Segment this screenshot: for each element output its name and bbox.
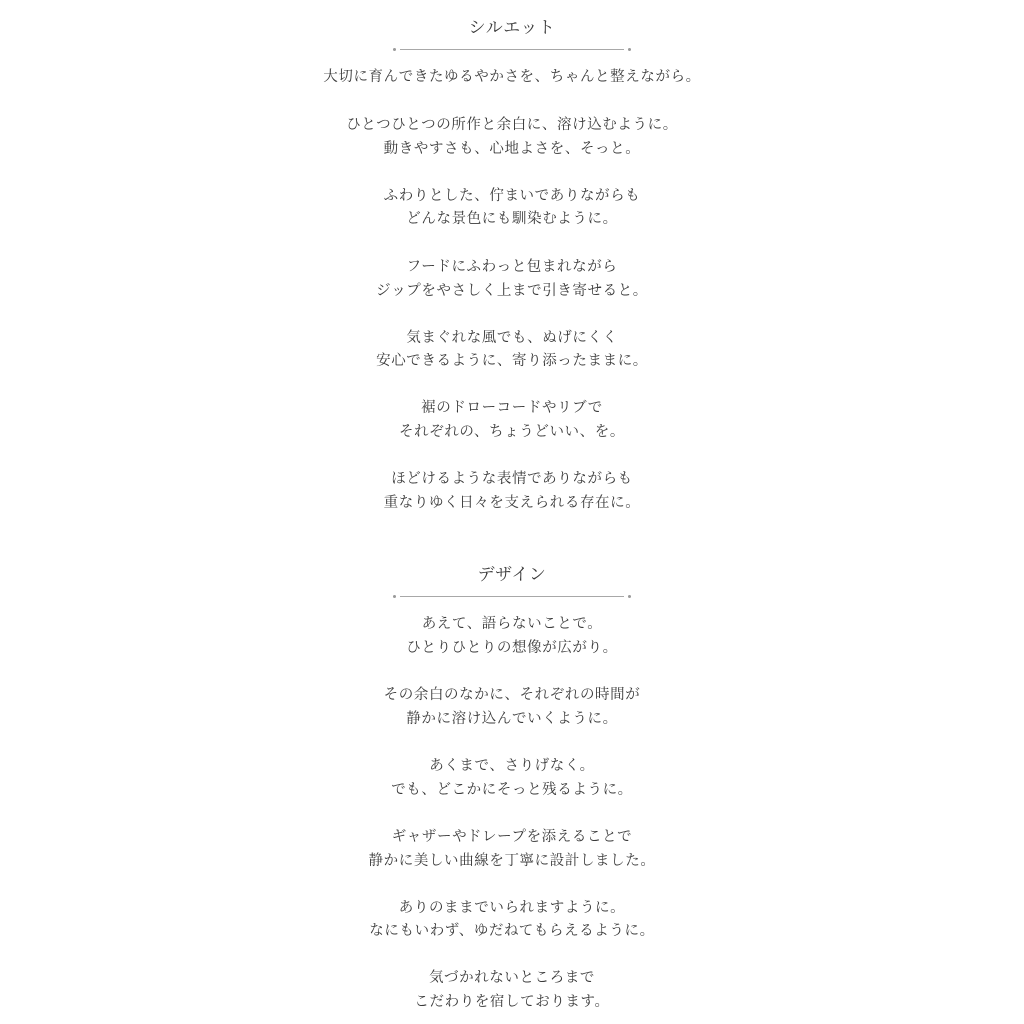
body-line: こだわりを宿しております。 (414, 994, 610, 1010)
body-line: それぞれの、ちょうどいい、を。 (399, 424, 625, 440)
divider-line (400, 49, 624, 50)
body-line: 気づかれないところまで (428, 970, 596, 986)
body-line: どんな景色にも馴染むように。 (406, 211, 618, 227)
body-line: ジップをやさしく上まで引き寄せると。 (376, 283, 648, 299)
divider-dot-icon (628, 48, 631, 51)
body-line: 静かに美しい曲線を丁寧に設計しました。 (368, 853, 656, 869)
body-line: 静かに溶け込んでいくように。 (406, 711, 618, 727)
divider-dot-icon (628, 595, 631, 598)
section-divider (393, 594, 631, 599)
divider-dot-icon (393, 595, 396, 598)
body-line: その余白のなかに、それぞれの時間が (383, 687, 641, 703)
body-line: ひとりひとりの想像が広がり。 (406, 640, 618, 656)
body-line: 裾のドローコードやリブで (421, 400, 603, 416)
body-line: 安心できるように、寄り添ったままに。 (376, 353, 648, 369)
body-line: 気まぐれな風でも、ぬげにくく (406, 330, 618, 346)
body-line: あえて、語らないことで。 (421, 616, 603, 632)
divider-line (400, 596, 624, 597)
body-line: 動きやすさも、心地よさを、そっと。 (383, 141, 641, 157)
body-line: フードにふわっと包まれながら (406, 259, 618, 275)
section-title-silhouette: シルエット (468, 18, 556, 38)
body-line: ギャザーやドレープを添えることで (391, 829, 633, 845)
body-line: ほどけるような表情でありながらも (391, 471, 633, 487)
body-line: なにもいわず、ゆだねてもらえるように。 (369, 923, 655, 939)
body-line: 大切に育んできたゆるやかさを、ちゃんと整えながら。 (323, 69, 701, 85)
body-line: ふわりとした、佇まいでありながらも (383, 188, 641, 204)
body-line: でも、どこかにそっと残るように。 (391, 782, 633, 798)
body-line: ひとつひとつの所作と余白に、溶け込むように。 (346, 117, 678, 133)
body-line: ありのままでいられますように。 (398, 900, 626, 916)
body-line: あくまで、さりげなく。 (429, 758, 595, 774)
body-line: 重なりゆく日々を支えられる存在に。 (383, 495, 641, 511)
section-title-design: デザイン (477, 565, 547, 585)
section-divider (393, 47, 631, 52)
divider-dot-icon (393, 48, 396, 51)
